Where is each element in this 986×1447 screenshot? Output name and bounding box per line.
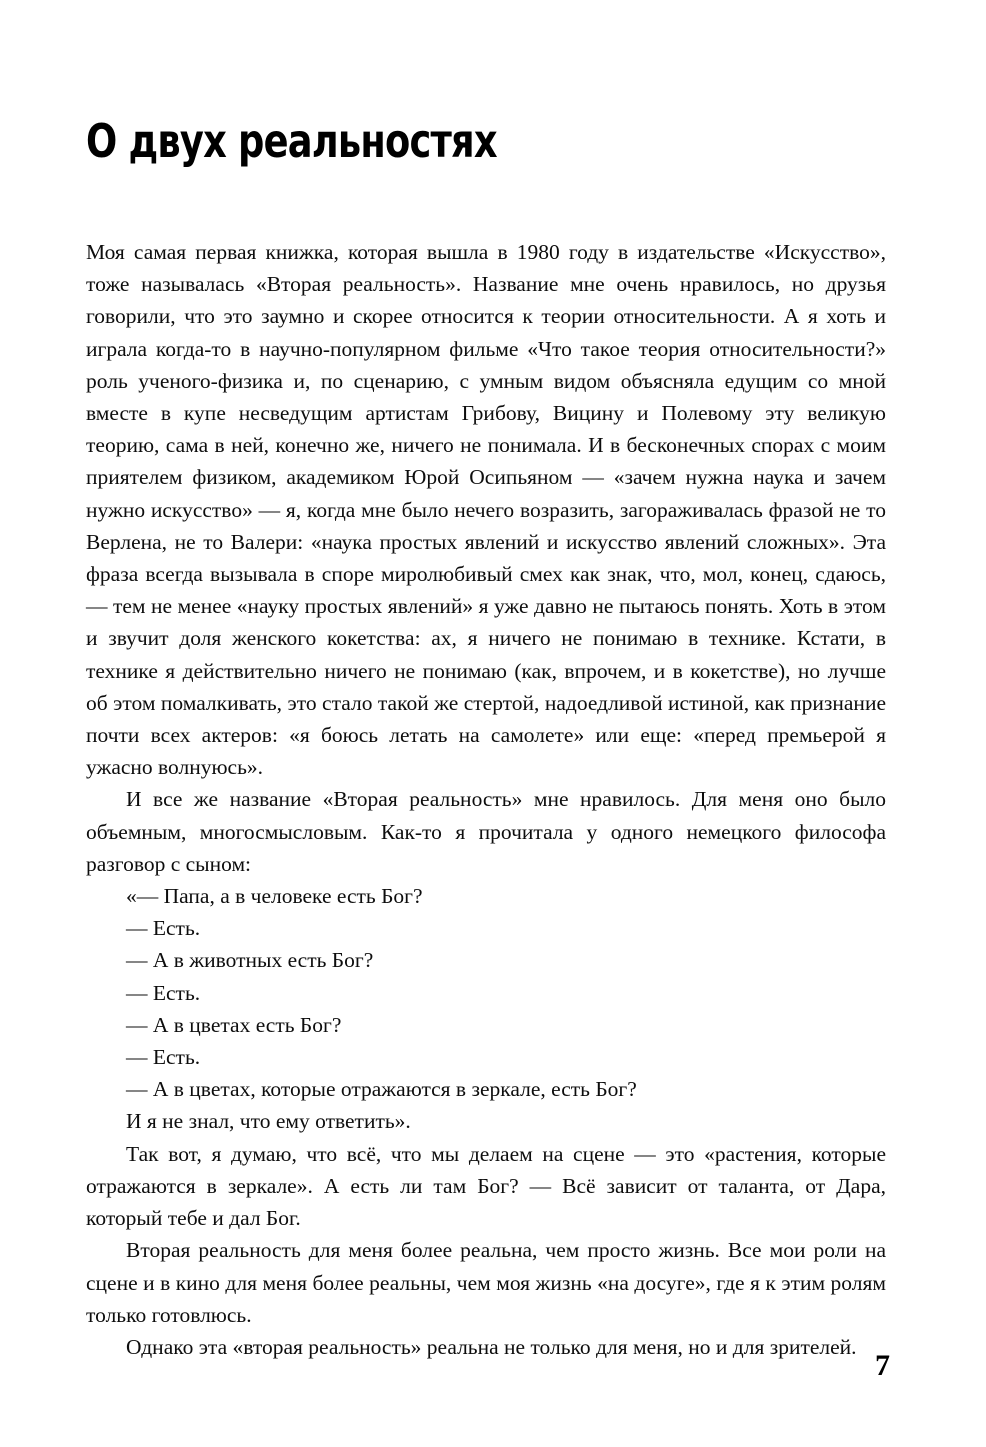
dialog-line: — Есть. <box>126 1045 201 1070</box>
paragraph: И все же название «Вторая реальность» мне нравилось. Для меня оно было объемным, многосмысловым. Как-то я прочитала у одного немецкого философа разговор с сыном: <box>86 787 886 876</box>
dialog-line: — А в животных есть Бог? <box>126 948 374 973</box>
paragraph: Моя самая первая книжка, которая вышла в 1980 году в издательстве «Искусство», тоже называлась «Вторая реальность». Название мне очень нравилось, но друзья говорили, что это заумно и скорее относится к теории относительности. А я хоть и играла когда-то в научно-популярном фильме «Что такое теория относительности?» роль ученого-физика и, по сценарию, с умным видом объясняла едущим со мной вместе в купе несведущим артистам Грибову, Вицину и Полевому эту великую теорию, сама в ней, конечно же, ничего не понимала. И в бесконечных спорах с моим приятелем физиком, академиком Юрой Осипьяном — «зачем нужна наука и зачем нужно искусство» — я, когда мне было нечего возразить, загораживалась фразой не то Верлена, не то Валери: «наука простых явлений и искусство явлений сложных». Эта фраза всегда вызывала в споре миролюбивый смех как знак, что, мол, конец, сдаюсь, — тем не менее «науку простых явлений» я уже давно не пытаюсь понять. Хоть в этом и звучит доля женского кокетства: ах, я ничего не понимаю в технике. Кстати, в технике я действительно ничего не понимаю (как, впрочем, и в кокетстве), но лучше об этом помалкивать, это стало такой же стертой, надоедливой истиной, как признание почти всех актеров: «я боюсь летать на самолете» или еще: «перед премьерой я ужасно волнуюсь». <box>86 240 886 780</box>
dialog-line: «— Папа, а в человеке есть Бог? <box>126 884 423 909</box>
chapter-title: О двух реальностях <box>86 114 497 168</box>
dialog-line: — Есть. <box>126 980 201 1005</box>
paragraph: Вторая реальность для меня более реальна, чем просто жизнь. Все мои роли на сцене и в кино для меня более реальны, чем моя жизнь «на досуге», где я к этим ролям только готовлюсь. <box>86 1238 886 1327</box>
dialog-line: — Есть. <box>126 916 201 941</box>
page-number: 7 <box>875 1349 890 1382</box>
body-text <box>86 236 886 1363</box>
dialog-line: И я не знал, что ему ответить». <box>126 1109 411 1134</box>
paragraph: Однако эта «вторая реальность» реальна не только для меня, но и для зрителей. <box>126 1334 857 1359</box>
paragraph: Так вот, я думаю, что всё, что мы делаем на сцене — это «растения, которые отражаются в зеркале». А есть ли там Бог? — Всё зависит от таланта, от Дара, который тебе и дал Бог. <box>86 1141 886 1231</box>
dialog-line: — А в цветах есть Бог? <box>126 1012 342 1037</box>
page-content <box>86 114 886 1363</box>
dialog-line: — А в цветах, которые отражаются в зеркале, есть Бог? <box>126 1077 637 1102</box>
